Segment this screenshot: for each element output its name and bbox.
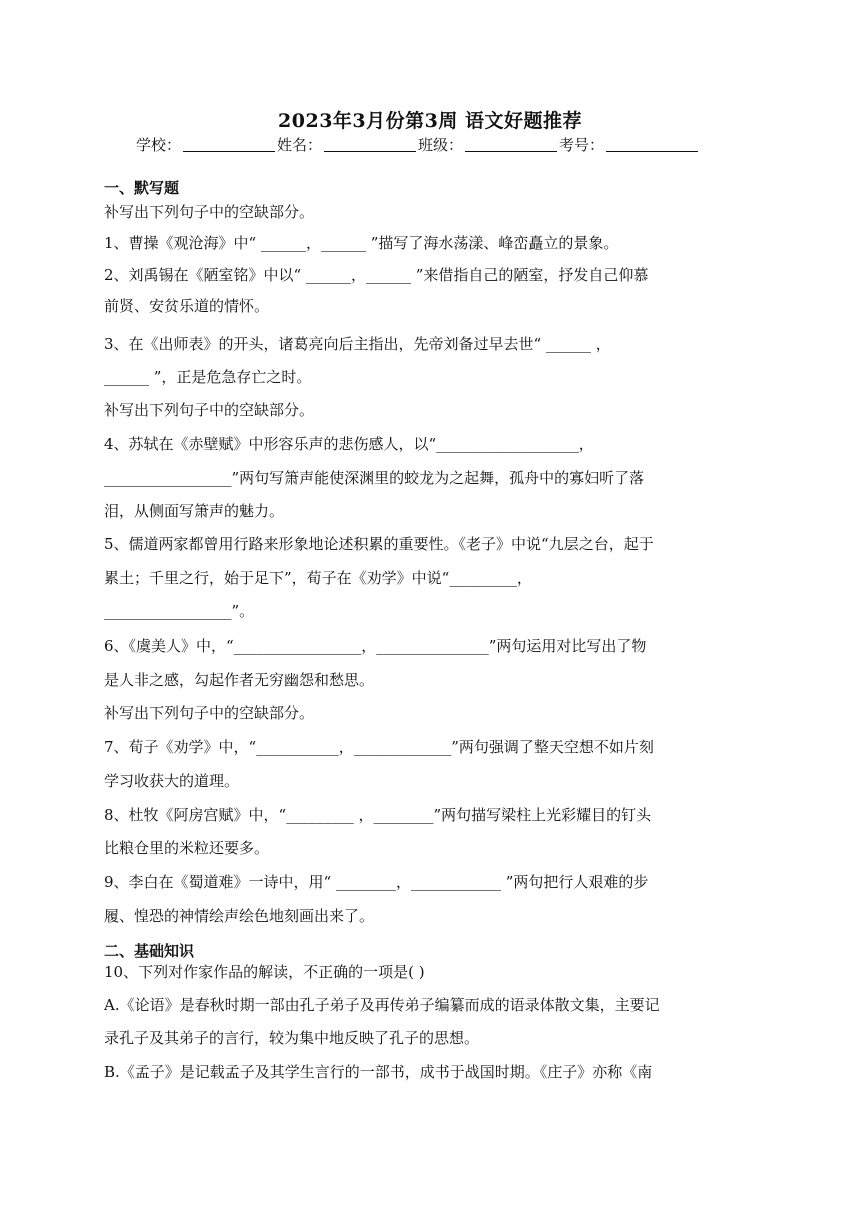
question-line: ______ ”，正是危急存亡之时。 (104, 368, 312, 386)
name-blank[interactable] (324, 136, 416, 152)
page-title: 2023年3月份第3周 语文好题推荐 (278, 110, 582, 132)
question-line: 补写出下列句子中的空缺部分。 (104, 704, 315, 722)
question-line: 7、荀子《劝学》中，“___________，_____________”两句强调了整天空想不如片刻 (104, 738, 654, 756)
question-line: _________________”。 (104, 602, 255, 620)
question-line: 8、杜牧《阿房宫赋》中，“_________ ，________”两句描写梁柱上光彩耀目的钉头 (104, 806, 652, 824)
question-line: 5、儒道两家都曾用行路来形象地论述积累的重要性。《老子》中说“九层之台，起于 (104, 535, 654, 553)
section-heading-basics: 二、基础知识 (104, 942, 195, 960)
question-line: 前贤、安贫乐道的情怀。 (104, 297, 270, 315)
class-label: 班级： (418, 136, 464, 154)
class-blank[interactable] (465, 136, 557, 152)
question-line: 泪，从侧面写箫声的魅力。 (104, 502, 285, 520)
question-line: 补写出下列句子中的空缺部分。 (104, 203, 315, 221)
option-line: 录孔子及其弟子的言行，较为集中地反映了孔子的思想。 (104, 1029, 480, 1047)
option-line: A.《论语》是春秋时期一部由孔子弟子及再传弟子编纂而成的语录体散文集，主要记 (104, 996, 660, 1014)
question-line: 2、刘禹锡在《陋室铭》中以“ ______，______ ”来借指自己的陋室，抒发自己仰慕 (104, 266, 649, 284)
option-line: B.《孟子》是记载孟子及其学生言行的一部书，成书于战国时期。《庄子》亦称《南 (104, 1063, 653, 1081)
question-line: _________________”两句写箫声能使深渊里的蛟龙为之起舞，孤舟中的寡妇听了落 (104, 469, 645, 487)
question-line: 履、惶恐的神情绘声绘色地刻画出来了。 (104, 907, 375, 925)
question-line: 是人非之感，勾起作者无穷幽怨和愁思。 (104, 671, 375, 689)
question-line: 10、下列对作家作品的解读，不正确的一项是( ) (104, 963, 425, 981)
question-line: 累土；千里之行，始于足下”，荀子在《劝学》中说“_________， (104, 569, 532, 587)
question-line: 6、《虞美人》中，“_________________，_______________”两句运用对比写出了物 (104, 637, 647, 655)
name-label: 姓名： (277, 136, 323, 154)
question-line: 4、苏轼在《赤壁赋》中形容乐声的悲伤感人，以“___________________， (104, 435, 594, 453)
section-heading-dictation: 一、默写题 (104, 179, 180, 197)
question-line: 补写出下列句子中的空缺部分。 (104, 401, 315, 419)
question-line: 比粮仓里的米粒还要多。 (104, 839, 270, 857)
exam-label: 考号： (559, 136, 605, 154)
school-label: 学校： (136, 136, 182, 154)
question-line: 9、李白在《蜀道难》一诗中，用“ ________，____________ ”两句把行人艰难的步 (104, 873, 649, 891)
question-line: 学习收获大的道理。 (104, 772, 240, 790)
student-info-row (136, 134, 700, 155)
exam-blank[interactable] (606, 136, 698, 152)
school-blank[interactable] (183, 136, 275, 152)
question-line: 3、在《出师表》的开头，诸葛亮向后主指出，先帝刘备过早去世“ ______ ， (104, 335, 611, 353)
question-line: 1、曹操《观沧海》中“ ______，______ ”描写了海水荡漾、峰峦矗立的景象。 (104, 234, 619, 252)
